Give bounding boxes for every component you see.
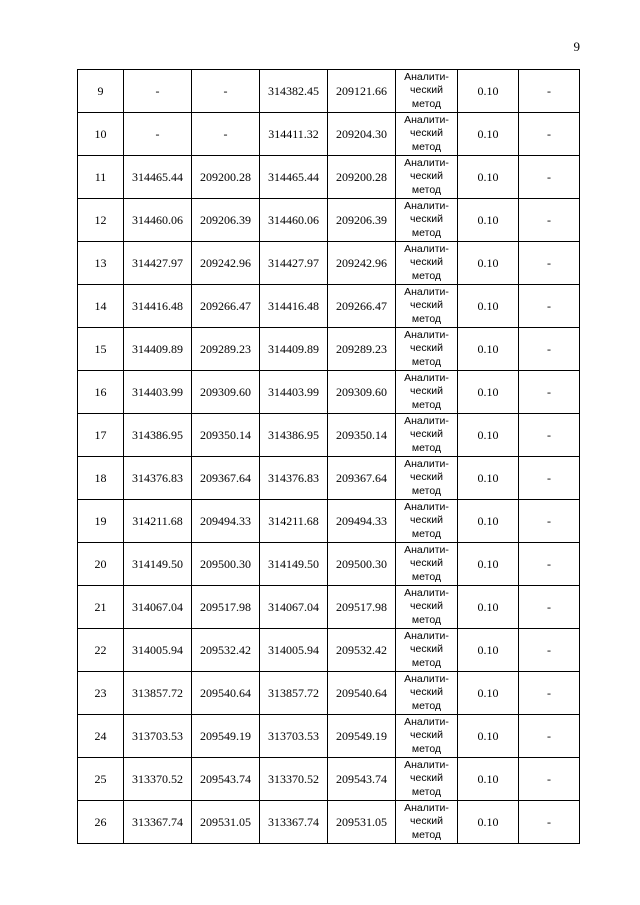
existing-y-cell: 209549.19 <box>192 715 260 758</box>
refined-y-cell: 209121.66 <box>328 70 396 113</box>
point-number-cell: 23 <box>78 672 124 715</box>
existing-x-cell: 314149.50 <box>124 543 192 586</box>
point-number-cell: 11 <box>78 156 124 199</box>
table-row <box>78 285 580 328</box>
table-row <box>78 328 580 371</box>
method-text-line: ческий <box>410 428 443 441</box>
note-cell: - <box>519 629 580 672</box>
note-cell: - <box>519 672 580 715</box>
note-cell: - <box>519 801 580 844</box>
method-text-line: Аналити- <box>404 629 449 642</box>
existing-y-cell: 209242.96 <box>192 242 260 285</box>
point-number-cell: 10 <box>78 113 124 156</box>
note-cell: - <box>519 371 580 414</box>
table-row <box>78 371 580 414</box>
refined-y-cell: 209350.14 <box>328 414 396 457</box>
method-cell <box>396 156 458 199</box>
existing-x-cell: 314465.44 <box>124 156 192 199</box>
accuracy-cell: 0.10 <box>458 113 519 156</box>
method-cell <box>396 715 458 758</box>
existing-x-cell: - <box>124 113 192 156</box>
accuracy-cell: 0.10 <box>458 156 519 199</box>
table-row <box>78 586 580 629</box>
accuracy-cell: 0.10 <box>458 543 519 586</box>
existing-y-cell: - <box>192 70 260 113</box>
note-cell: - <box>519 715 580 758</box>
method-text-line: Аналити- <box>404 586 449 599</box>
note-cell: - <box>519 328 580 371</box>
method-text-line: Аналити- <box>404 715 449 728</box>
existing-y-cell: 209500.30 <box>192 543 260 586</box>
method-text-line: Аналити- <box>404 371 449 384</box>
note-cell: - <box>519 70 580 113</box>
refined-y-cell: 209540.64 <box>328 672 396 715</box>
coordinates-table <box>77 69 580 844</box>
existing-y-cell: 209494.33 <box>192 500 260 543</box>
existing-x-cell: 314416.48 <box>124 285 192 328</box>
method-text-line: метод <box>411 355 442 368</box>
point-number-cell: 18 <box>78 457 124 500</box>
method-text-line: метод <box>411 269 442 282</box>
refined-y-cell: 209309.60 <box>328 371 396 414</box>
page-number: 9 <box>573 39 580 54</box>
refined-y-cell: 209200.28 <box>328 156 396 199</box>
method-text-line: ческий <box>410 643 443 656</box>
refined-x-cell: 314403.99 <box>260 371 328 414</box>
method-cell <box>396 70 458 113</box>
refined-y-cell: 209543.74 <box>328 758 396 801</box>
point-number-cell: 9 <box>78 70 124 113</box>
existing-x-cell: 314427.97 <box>124 242 192 285</box>
existing-x-cell: 314409.89 <box>124 328 192 371</box>
method-text-line: метод <box>411 140 442 153</box>
table-row <box>78 457 580 500</box>
accuracy-cell: 0.10 <box>458 70 519 113</box>
refined-x-cell: 314382.45 <box>260 70 328 113</box>
refined-x-cell: 313367.74 <box>260 801 328 844</box>
existing-x-cell: 314460.06 <box>124 199 192 242</box>
point-number-cell: 20 <box>78 543 124 586</box>
method-text-line: ческий <box>410 256 443 269</box>
point-number-cell: 19 <box>78 500 124 543</box>
refined-y-cell: 209494.33 <box>328 500 396 543</box>
method-text-line: ческий <box>410 84 443 97</box>
method-text-line: Аналити- <box>404 113 449 126</box>
note-cell: - <box>519 457 580 500</box>
refined-x-cell: 314386.95 <box>260 414 328 457</box>
method-text-line: метод <box>411 699 442 712</box>
table-row <box>78 414 580 457</box>
refined-x-cell: 314005.94 <box>260 629 328 672</box>
note-cell: - <box>519 586 580 629</box>
existing-y-cell: 209350.14 <box>192 414 260 457</box>
method-text-line: метод <box>411 97 442 110</box>
method-cell <box>396 414 458 457</box>
method-text-line: ческий <box>410 170 443 183</box>
accuracy-cell: 0.10 <box>458 414 519 457</box>
accuracy-cell: 0.10 <box>458 500 519 543</box>
refined-y-cell: 209532.42 <box>328 629 396 672</box>
method-text-line: метод <box>411 656 442 669</box>
existing-y-cell: - <box>192 113 260 156</box>
refined-y-cell: 209242.96 <box>328 242 396 285</box>
method-cell <box>396 629 458 672</box>
method-text-line: Аналити- <box>404 500 449 513</box>
refined-y-cell: 209367.64 <box>328 457 396 500</box>
existing-x-cell: 314211.68 <box>124 500 192 543</box>
method-text-line: Аналити- <box>404 672 449 685</box>
existing-y-cell: 209289.23 <box>192 328 260 371</box>
method-cell <box>396 543 458 586</box>
method-text-line: Аналити- <box>404 70 449 83</box>
method-text-line: Аналити- <box>404 457 449 470</box>
accuracy-cell: 0.10 <box>458 457 519 500</box>
table-row <box>78 113 580 156</box>
refined-x-cell: 314427.97 <box>260 242 328 285</box>
method-text-line: Аналити- <box>404 758 449 771</box>
method-text-line: метод <box>411 742 442 755</box>
table-row <box>78 70 580 113</box>
refined-y-cell: 209549.19 <box>328 715 396 758</box>
accuracy-cell: 0.10 <box>458 586 519 629</box>
table-row <box>78 242 580 285</box>
table-row <box>78 543 580 586</box>
note-cell: - <box>519 199 580 242</box>
method-text-line: ческий <box>410 772 443 785</box>
accuracy-cell: 0.10 <box>458 758 519 801</box>
existing-y-cell: 209200.28 <box>192 156 260 199</box>
refined-x-cell: 314416.48 <box>260 285 328 328</box>
existing-y-cell: 209206.39 <box>192 199 260 242</box>
method-text-line: Аналити- <box>404 156 449 169</box>
method-cell <box>396 672 458 715</box>
method-text-line: ческий <box>410 815 443 828</box>
method-text-line: ческий <box>410 213 443 226</box>
method-text-line: метод <box>411 312 442 325</box>
method-text-line: метод <box>411 398 442 411</box>
existing-x-cell: 314386.95 <box>124 414 192 457</box>
method-text-line: метод <box>411 785 442 798</box>
refined-y-cell: 209206.39 <box>328 199 396 242</box>
existing-y-cell: 209266.47 <box>192 285 260 328</box>
existing-x-cell: 313367.74 <box>124 801 192 844</box>
method-text-line: Аналити- <box>404 285 449 298</box>
refined-y-cell: 209517.98 <box>328 586 396 629</box>
method-text-line: ческий <box>410 342 443 355</box>
existing-y-cell: 209309.60 <box>192 371 260 414</box>
method-cell <box>396 500 458 543</box>
method-text-line: ческий <box>410 600 443 613</box>
refined-x-cell: 314067.04 <box>260 586 328 629</box>
method-cell <box>396 199 458 242</box>
method-text-line: метод <box>411 183 442 196</box>
existing-y-cell: 209543.74 <box>192 758 260 801</box>
point-number-cell: 12 <box>78 199 124 242</box>
note-cell: - <box>519 285 580 328</box>
note-cell: - <box>519 500 580 543</box>
table-row <box>78 672 580 715</box>
refined-x-cell: 314149.50 <box>260 543 328 586</box>
method-cell <box>396 328 458 371</box>
existing-x-cell: 314403.99 <box>124 371 192 414</box>
point-number-cell: 13 <box>78 242 124 285</box>
method-text-line: метод <box>411 570 442 583</box>
refined-x-cell: 314211.68 <box>260 500 328 543</box>
method-text-line: Аналити- <box>404 199 449 212</box>
refined-x-cell: 314465.44 <box>260 156 328 199</box>
note-cell: - <box>519 543 580 586</box>
point-number-cell: 26 <box>78 801 124 844</box>
refined-x-cell: 314411.32 <box>260 113 328 156</box>
method-text-line: ческий <box>410 514 443 527</box>
method-text-line: ческий <box>410 557 443 570</box>
existing-y-cell: 209540.64 <box>192 672 260 715</box>
accuracy-cell: 0.10 <box>458 199 519 242</box>
table-row <box>78 801 580 844</box>
point-number-cell: 21 <box>78 586 124 629</box>
method-text-line: ческий <box>410 686 443 699</box>
refined-y-cell: 209289.23 <box>328 328 396 371</box>
accuracy-cell: 0.10 <box>458 629 519 672</box>
existing-x-cell: 314067.04 <box>124 586 192 629</box>
refined-y-cell: 209266.47 <box>328 285 396 328</box>
refined-x-cell: 313857.72 <box>260 672 328 715</box>
method-cell <box>396 113 458 156</box>
point-number-cell: 17 <box>78 414 124 457</box>
note-cell: - <box>519 156 580 199</box>
method-text-line: метод <box>411 441 442 454</box>
accuracy-cell: 0.10 <box>458 715 519 758</box>
method-text-line: ческий <box>410 127 443 140</box>
method-text-line: метод <box>411 226 442 239</box>
refined-y-cell: 209500.30 <box>328 543 396 586</box>
existing-x-cell: 313857.72 <box>124 672 192 715</box>
existing-x-cell: 313370.52 <box>124 758 192 801</box>
accuracy-cell: 0.10 <box>458 242 519 285</box>
refined-x-cell: 314409.89 <box>260 328 328 371</box>
point-number-cell: 22 <box>78 629 124 672</box>
method-text-line: метод <box>411 828 442 841</box>
table-row <box>78 500 580 543</box>
table-row <box>78 715 580 758</box>
method-text-line: Аналити- <box>404 242 449 255</box>
refined-x-cell: 314376.83 <box>260 457 328 500</box>
method-cell <box>396 371 458 414</box>
note-cell: - <box>519 414 580 457</box>
point-number-cell: 14 <box>78 285 124 328</box>
table-row <box>78 199 580 242</box>
method-text-line: Аналити- <box>404 328 449 341</box>
method-text-line: метод <box>411 613 442 626</box>
method-text-line: ческий <box>410 299 443 312</box>
point-number-cell: 16 <box>78 371 124 414</box>
method-text-line: Аналити- <box>404 801 449 814</box>
existing-x-cell: 314005.94 <box>124 629 192 672</box>
refined-x-cell: 314460.06 <box>260 199 328 242</box>
accuracy-cell: 0.10 <box>458 801 519 844</box>
table-row <box>78 629 580 672</box>
method-cell <box>396 758 458 801</box>
method-text-line: метод <box>411 484 442 497</box>
existing-y-cell: 209532.42 <box>192 629 260 672</box>
existing-y-cell: 209517.98 <box>192 586 260 629</box>
method-cell <box>396 586 458 629</box>
accuracy-cell: 0.10 <box>458 328 519 371</box>
table-row <box>78 758 580 801</box>
method-cell <box>396 457 458 500</box>
method-cell <box>396 242 458 285</box>
method-text-line: Аналити- <box>404 414 449 427</box>
point-number-cell: 25 <box>78 758 124 801</box>
method-cell <box>396 285 458 328</box>
point-number-cell: 24 <box>78 715 124 758</box>
method-cell <box>396 801 458 844</box>
note-cell: - <box>519 242 580 285</box>
existing-x-cell: 314376.83 <box>124 457 192 500</box>
method-text-line: ческий <box>410 471 443 484</box>
accuracy-cell: 0.10 <box>458 672 519 715</box>
existing-x-cell: 313703.53 <box>124 715 192 758</box>
refined-y-cell: 209204.30 <box>328 113 396 156</box>
refined-x-cell: 313370.52 <box>260 758 328 801</box>
refined-y-cell: 209531.05 <box>328 801 396 844</box>
method-text-line: метод <box>411 527 442 540</box>
table-body <box>78 70 580 844</box>
method-text-line: ческий <box>410 729 443 742</box>
table-row <box>78 156 580 199</box>
point-number-cell: 15 <box>78 328 124 371</box>
accuracy-cell: 0.10 <box>458 371 519 414</box>
method-text-line: Аналити- <box>404 543 449 556</box>
existing-y-cell: 209531.05 <box>192 801 260 844</box>
accuracy-cell: 0.10 <box>458 285 519 328</box>
existing-x-cell: - <box>124 70 192 113</box>
note-cell: - <box>519 758 580 801</box>
refined-x-cell: 313703.53 <box>260 715 328 758</box>
note-cell: - <box>519 113 580 156</box>
method-text-line: ческий <box>410 385 443 398</box>
existing-y-cell: 209367.64 <box>192 457 260 500</box>
